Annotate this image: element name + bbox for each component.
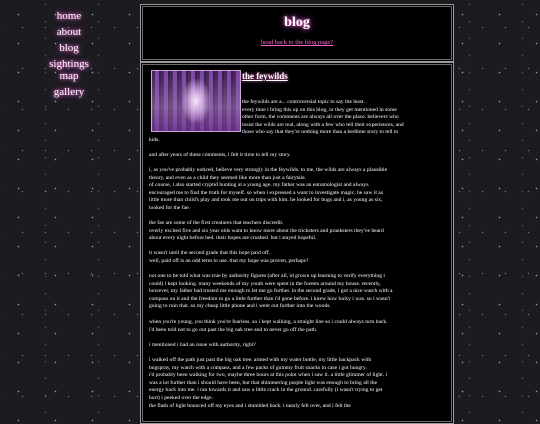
text-line: not one to be told what was true by authority figures (after all, id grown up learning to verify everything i xyxy=(149,273,385,279)
nav-map-label: map xyxy=(59,70,79,82)
post-paragraph xyxy=(149,357,445,410)
text-line: energy back into me. i ran towards it and saw a little crack in the ground. carefully (i wasn't trying to get xyxy=(149,387,383,394)
text-line: hurt) i peeked over the edge. xyxy=(149,394,213,401)
post-panel xyxy=(140,62,454,424)
text-line: bugspray, my watch with a compass, and a few packs of gummy fruit snacks in case i got hungry. xyxy=(149,364,367,371)
post-paragraph xyxy=(149,319,445,334)
post-paragraph xyxy=(149,342,445,350)
intro-line: the feywilds are a... controversial topic to say the least. xyxy=(242,99,365,105)
text-line: it wasn't until the second grade that this hope paid off. xyxy=(149,250,270,256)
text-line: i walked off the path just past the big oak tree. armed with my water bottle, my little backpack with xyxy=(149,357,372,363)
text-line: looked for the fae. xyxy=(149,204,191,211)
text-line: little more than child's play and took me out on trips with him. he looked for bugs and i, as young as six, xyxy=(149,197,383,204)
intro-line: those who say that they're nothing more than a bedtime story to tell to xyxy=(242,129,399,136)
text-line: about every night before bed. their hopes are crushed. but i stayed hopeful. xyxy=(149,235,317,242)
text-line: when you're young, you think you're fearless. so i kept walking, a straight line so i could always turn back. xyxy=(149,319,388,325)
intro-line: other form, the comments are always all over the place. believers who xyxy=(242,114,399,121)
nav-link-about[interactable]: about xyxy=(56,26,82,38)
nav-sightings-label: sightings xyxy=(49,58,89,70)
text-line: going to ruin that. so my cheap little phone and i went out further into the woods. xyxy=(149,303,331,310)
post-paragraph xyxy=(149,152,445,160)
post-paragraph xyxy=(149,250,445,265)
text-line: the fae are some of the first creatures that teachers discredit. xyxy=(149,220,284,226)
post-intro xyxy=(149,99,445,145)
nav-link-sightings-map[interactable] xyxy=(0,58,138,82)
text-line: was a lot further than i should have been, but that shimmering purple light was enough to bring all the xyxy=(149,379,378,386)
text-line: theory, and even as a child they seemed like more than just a fairytale. xyxy=(149,174,306,181)
text-line: i, as you've probably noticed, believe very strongly in the feywilds. to me, the wilds are always a plausible xyxy=(149,167,388,173)
text-line: compass on it and the freedom to go a little further than i'd gone before. i knew how lucky i was. so i wasn't xyxy=(149,295,391,302)
intro-line: kids. xyxy=(149,136,160,143)
text-line: overly excited five and six year olds want to know more about the tricksters and pranksters they've heard xyxy=(149,227,384,234)
text-line: the flash of light bounced off my eyes and i stumbled back. i nearly fell over, and i felt the xyxy=(149,402,351,409)
intro-line: insist the wilds are real, along with a few who tell their experiences, and xyxy=(242,121,404,128)
text-line: however, my father had trusted me enough to let me go further. in the second grade, i got a nice watch with a xyxy=(149,288,393,295)
nav-link-blog[interactable]: blog xyxy=(59,42,79,54)
text-line: well, paid off is an odd term to use. that my hope was proven, perhaps? xyxy=(149,257,309,264)
header-panel xyxy=(140,4,454,62)
text-line: i mentioned i had an issue with authority, right? xyxy=(149,342,256,348)
nav-link-gallery[interactable]: gallery xyxy=(53,86,85,98)
post-paragraph xyxy=(149,273,445,311)
text-line: i'd been told not to go out past the big oak tree and to never go off the path. xyxy=(149,326,318,333)
text-line: encouraged me to find the truth for myself. so when i expressed a want to investigate magic, he saw it as xyxy=(149,189,383,196)
back-to-blog-link[interactable]: head back to the blog page? xyxy=(260,39,334,46)
nav-link-home[interactable]: home xyxy=(56,10,82,22)
post-title-link[interactable]: the feywilds xyxy=(242,71,288,81)
text-line: of course, i also started cryptid hunting at a young age. my father was an entomologist and always xyxy=(149,182,369,189)
post-paragraph xyxy=(149,220,445,243)
post-paragraph xyxy=(149,167,445,213)
text-line: could) i kept looking. many weekends of my youth were spent in the forests around my house. recently, xyxy=(149,280,381,287)
text-line: i'd probably been walking for two, maybe three hours at this point when i saw it. a little glimmer of light. i xyxy=(149,372,388,379)
intro-line: every time i bring this up on this blog, or they get mentioned in some xyxy=(242,106,397,113)
text-line: and after years of these comments, i felt it time to tell my story. xyxy=(149,152,291,158)
page-title: blog xyxy=(284,15,310,30)
